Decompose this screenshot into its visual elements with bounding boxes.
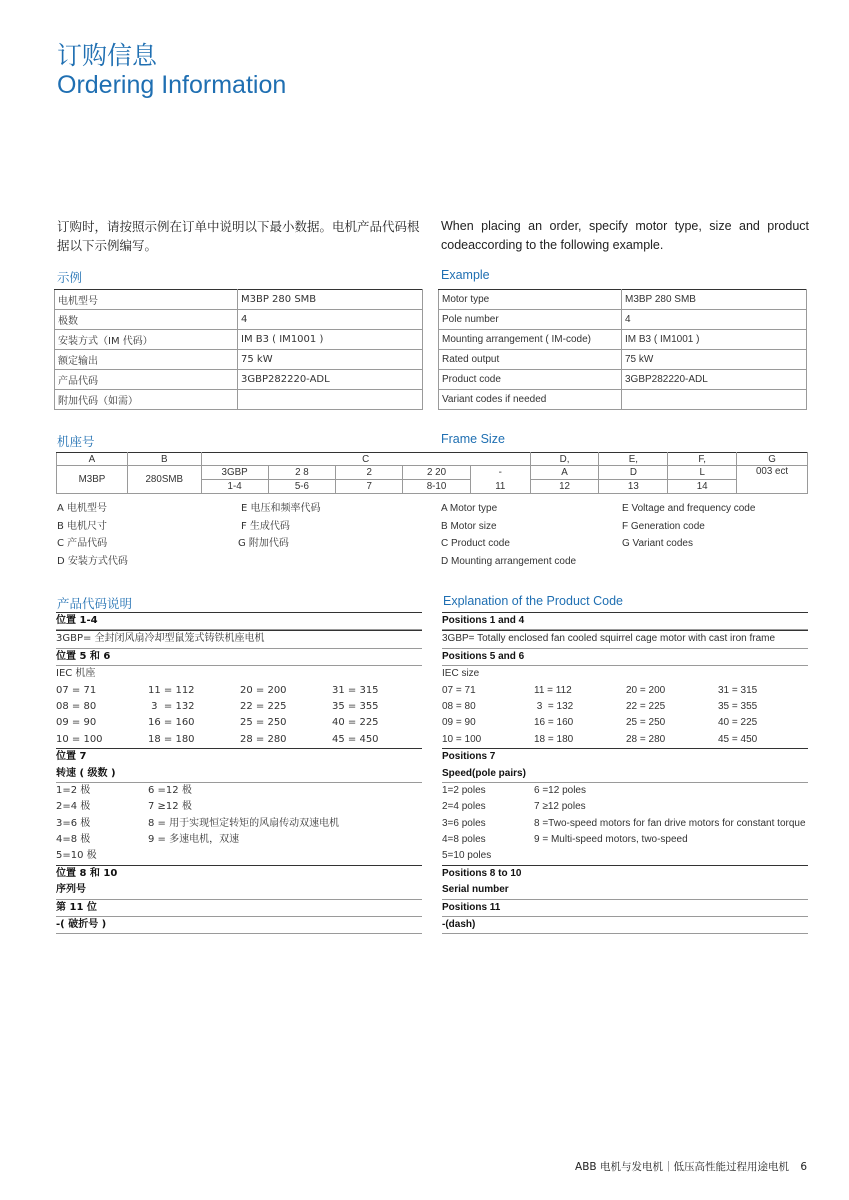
iec-cell: 11 = 112 bbox=[534, 684, 572, 696]
iec-cell: 09 = 90 bbox=[56, 717, 97, 729]
pole-description: 8 =Two-speed motors for fan drive motors for constant torque bbox=[534, 817, 806, 829]
example-value: IM B3 ( IM1001 ) bbox=[622, 330, 807, 350]
iec-row bbox=[56, 683, 422, 699]
example-row bbox=[55, 330, 423, 350]
example-label: 产品代码 bbox=[55, 370, 238, 390]
position-header: 位置 8 和 10 bbox=[56, 865, 422, 882]
frame-header-a: A bbox=[57, 453, 128, 466]
pole-row bbox=[442, 783, 808, 799]
frame-cell: D bbox=[599, 466, 668, 480]
frame-position: 13 bbox=[599, 480, 668, 494]
example-label: 安装方式（IM 代码） bbox=[55, 330, 238, 350]
iec-cell: 08 = 80 bbox=[56, 700, 97, 712]
iec-cell: 10 = 100 bbox=[442, 733, 482, 745]
iec-cell: 22 = 225 bbox=[240, 700, 287, 712]
pole-row bbox=[56, 783, 422, 799]
example-value: 4 bbox=[238, 310, 423, 330]
legend-item: F 生成代码 bbox=[241, 520, 290, 532]
legend-item: B Motor size bbox=[441, 520, 497, 532]
example-row bbox=[439, 350, 807, 370]
pole-row bbox=[442, 848, 808, 864]
example-label: 附加代码（如需） bbox=[55, 390, 238, 410]
pole-row bbox=[442, 832, 808, 848]
example-row bbox=[55, 310, 423, 330]
iec-cell: 09 = 90 bbox=[442, 717, 476, 729]
iec-cell: 11 = 112 bbox=[148, 684, 195, 696]
page-title-cn: 订购信息 bbox=[57, 41, 158, 70]
frame-header-b: B bbox=[127, 453, 201, 466]
example-value bbox=[622, 390, 807, 410]
position-header: Positions 7 bbox=[442, 748, 808, 765]
example-row bbox=[55, 370, 423, 390]
iec-cell: 20 = 200 bbox=[240, 684, 287, 696]
iec-row bbox=[442, 683, 808, 699]
position-header: 位置 5 和 6 bbox=[56, 649, 422, 666]
pole-count: 2=4 poles bbox=[442, 801, 486, 813]
explanation-heading-cn: 产品代码说明 bbox=[57, 596, 133, 611]
example-value bbox=[238, 390, 423, 410]
speed-label: 转速 ( 级数 ) bbox=[56, 766, 422, 783]
example-row bbox=[439, 310, 807, 330]
page-title-en: Ordering Information bbox=[57, 71, 287, 99]
serial-label: Serial number bbox=[442, 882, 808, 899]
intro-text-en: When placing an order, specify motor type, size and product codeaccording to the following example. bbox=[441, 219, 809, 252]
position-description: 3GBP= Totally enclosed fan cooled squirrel cage motor with cast iron frame bbox=[442, 630, 808, 648]
legend-item: A 电机型号 bbox=[57, 503, 108, 514]
example-value: M3BP 280 SMB bbox=[238, 290, 423, 310]
pole-count: 4=8 极 bbox=[56, 834, 91, 846]
iec-label: IEC size bbox=[442, 668, 480, 680]
frame-header-f: F, bbox=[668, 453, 737, 466]
frame-position: 5-6 bbox=[268, 480, 336, 494]
page-number: 6 bbox=[800, 1161, 807, 1173]
example-label: Variant codes if needed bbox=[439, 390, 622, 410]
frame-cell: 2 8 bbox=[268, 466, 336, 480]
example-value: 75 kW bbox=[238, 350, 423, 370]
pole-description: 6 =12 poles bbox=[534, 784, 586, 796]
legend-item: E 电压和频率代码 bbox=[241, 503, 321, 514]
iec-cell: 35 = 355 bbox=[718, 700, 758, 712]
example-value: 4 bbox=[622, 310, 807, 330]
position-header: 第 11 位 bbox=[56, 900, 422, 917]
iec-cell: 31 = 315 bbox=[332, 684, 379, 696]
pole-count: 4=8 poles bbox=[442, 834, 486, 846]
example-table-en bbox=[438, 289, 807, 410]
frame-heading-cn: 机座号 bbox=[57, 434, 95, 449]
iec-cell: 31 = 315 bbox=[718, 684, 758, 696]
serial-label: 序列号 bbox=[56, 882, 422, 899]
iec-cell: 28 = 280 bbox=[240, 733, 287, 745]
frame-heading-en: Frame Size bbox=[441, 432, 505, 446]
pole-row bbox=[442, 799, 808, 815]
iec-cell: 18 = 180 bbox=[148, 733, 195, 745]
iec-cell: 35 = 355 bbox=[332, 700, 379, 712]
legend-item: E Voltage and frequency code bbox=[622, 503, 756, 514]
frame-position: 1-4 bbox=[201, 480, 268, 494]
example-value: IM B3 ( IM1001 ) bbox=[238, 330, 423, 350]
example-row bbox=[439, 390, 807, 410]
iec-cell: 18 = 180 bbox=[534, 733, 574, 745]
pole-row bbox=[442, 816, 808, 832]
speed-label: Speed(pole pairs) bbox=[442, 766, 808, 783]
position-header: 位置 1-4 bbox=[56, 612, 422, 630]
frame-cell: 3GBP bbox=[201, 466, 268, 480]
footer-text: ABB 电机与发电机｜低压高性能过程用途电机 bbox=[575, 1161, 789, 1173]
example-row bbox=[55, 290, 423, 310]
iec-row bbox=[442, 732, 808, 748]
frame-position: 12 bbox=[530, 480, 599, 494]
frame-legend-cn bbox=[57, 500, 427, 571]
dash-label: -(dash) bbox=[442, 917, 808, 934]
example-row bbox=[439, 370, 807, 390]
position-header: 位置 7 bbox=[56, 748, 422, 765]
example-row bbox=[439, 290, 807, 310]
frame-position: 7 bbox=[336, 480, 403, 494]
example-row bbox=[439, 330, 807, 350]
page-footer bbox=[575, 1159, 807, 1174]
example-value: 3GBP282220-ADL bbox=[238, 370, 423, 390]
iec-cell: 16 = 160 bbox=[534, 717, 574, 729]
pole-count: 5=10 poles bbox=[442, 850, 492, 862]
legend-item: B 电机尺寸 bbox=[57, 520, 108, 532]
position-description: 3GBP= 全封闭风扇冷却型鼠笼式铸铁机座电机 bbox=[56, 630, 422, 648]
example-label: Motor type bbox=[439, 290, 622, 310]
pole-description: 7 ≥12 极 bbox=[148, 801, 192, 813]
example-label: 电机型号 bbox=[55, 290, 238, 310]
iec-row bbox=[56, 699, 422, 715]
iec-cell: 10 = 100 bbox=[56, 733, 103, 745]
frame-cell: 2 bbox=[336, 466, 403, 480]
legend-item: C Product code bbox=[441, 538, 510, 550]
frame-cell: 280SMB bbox=[127, 466, 201, 494]
iec-cell: 3 = 132 bbox=[534, 700, 574, 712]
iec-cell: 08 = 80 bbox=[442, 700, 476, 712]
position-header: Positions 8 to 10 bbox=[442, 865, 808, 882]
example-label: Product code bbox=[439, 370, 622, 390]
legend-item: G Variant codes bbox=[622, 538, 693, 550]
pole-count: 3=6 极 bbox=[56, 817, 91, 829]
iec-row bbox=[442, 715, 808, 731]
frame-cell: M3BP bbox=[57, 466, 128, 494]
legend-item: F Generation code bbox=[622, 520, 705, 532]
iec-cell: 16 = 160 bbox=[148, 717, 195, 729]
example-table-cn bbox=[54, 289, 423, 410]
iec-cell: 25 = 250 bbox=[626, 717, 666, 729]
frame-cell: - bbox=[470, 466, 530, 480]
iec-cell: 3 = 132 bbox=[148, 700, 195, 712]
frame-size-table bbox=[56, 452, 808, 494]
example-heading-en: Example bbox=[441, 268, 490, 282]
iec-cell: 22 = 225 bbox=[626, 700, 666, 712]
pole-count: 5=10 极 bbox=[56, 850, 97, 862]
explanation-heading-en: Explanation of the Product Code bbox=[443, 594, 623, 608]
pole-count: 1=2 poles bbox=[442, 784, 486, 796]
frame-header-c: C bbox=[201, 453, 530, 466]
frame-cell: 003 ect bbox=[737, 466, 808, 494]
example-value: 3GBP282220-ADL bbox=[622, 370, 807, 390]
frame-header-d: D, bbox=[530, 453, 599, 466]
example-row bbox=[55, 350, 423, 370]
legend-item: A Motor type bbox=[441, 503, 498, 514]
pole-count: 1=2 极 bbox=[56, 784, 91, 796]
frame-position: 11 bbox=[470, 480, 530, 494]
example-value: M3BP 280 SMB bbox=[622, 290, 807, 310]
iec-label: IEC 机座 bbox=[56, 668, 96, 680]
iec-cell: 45 = 450 bbox=[718, 733, 758, 745]
pole-description: 9 = 多速电机，双速 bbox=[148, 834, 240, 846]
explanation-list-cn bbox=[56, 612, 422, 934]
frame-legend-en bbox=[441, 500, 811, 571]
frame-header-e: E, bbox=[599, 453, 668, 466]
dash-label: -( 破折号 ) bbox=[56, 917, 422, 934]
pole-description: 6 =12 极 bbox=[148, 784, 192, 796]
explanation-list-en bbox=[442, 612, 808, 934]
example-label: 额定输出 bbox=[55, 350, 238, 370]
frame-cell: L bbox=[668, 466, 737, 480]
iec-cell: 25 = 250 bbox=[240, 717, 287, 729]
intro-text-cn: 订购时，请按照示例在订单中说明以下最小数据。电机产品代码根据以下示例编写。 bbox=[57, 219, 420, 253]
iec-row bbox=[56, 732, 422, 748]
pole-description: 9 = Multi-speed motors, two-speed bbox=[534, 834, 688, 846]
iec-row bbox=[56, 715, 422, 731]
pole-row bbox=[56, 816, 422, 832]
frame-cell: 2 20 bbox=[403, 466, 471, 480]
frame-position: 14 bbox=[668, 480, 737, 494]
position-header: Positions 11 bbox=[442, 900, 808, 917]
example-row bbox=[55, 390, 423, 410]
position-header: Positions 1 and 4 bbox=[442, 612, 808, 630]
iec-cell: 07 = 71 bbox=[56, 684, 97, 696]
frame-cell: A bbox=[530, 466, 599, 480]
legend-item: D 安装方式代码 bbox=[57, 556, 128, 568]
iec-cell: 40 = 225 bbox=[718, 717, 758, 729]
frame-header-g: G bbox=[737, 453, 808, 466]
example-label: 极数 bbox=[55, 310, 238, 330]
pole-description: 7 ≥12 poles bbox=[534, 801, 586, 813]
pole-row bbox=[56, 848, 422, 864]
pole-row bbox=[56, 832, 422, 848]
pole-count: 2=4 极 bbox=[56, 801, 91, 813]
example-value: 75 kW bbox=[622, 350, 807, 370]
iec-cell: 07 = 71 bbox=[442, 684, 476, 696]
example-label: Rated output bbox=[439, 350, 622, 370]
legend-item: C 产品代码 bbox=[57, 538, 108, 550]
pole-description: 8 = 用于实现恒定转矩的风扇传动双速电机 bbox=[148, 817, 340, 829]
iec-cell: 45 = 450 bbox=[332, 733, 379, 745]
iec-cell: 40 = 225 bbox=[332, 717, 379, 729]
iec-cell: 28 = 280 bbox=[626, 733, 666, 745]
example-label: Pole number bbox=[439, 310, 622, 330]
iec-cell: 20 = 200 bbox=[626, 684, 666, 696]
legend-item: D Mounting arrangement code bbox=[441, 556, 577, 568]
iec-row bbox=[442, 699, 808, 715]
example-heading-cn: 示例 bbox=[57, 270, 83, 285]
pole-row bbox=[56, 799, 422, 815]
position-header: Positions 5 and 6 bbox=[442, 649, 808, 666]
legend-item: G 附加代码 bbox=[238, 538, 289, 550]
example-label: Mounting arrangement ( IM-code) bbox=[439, 330, 622, 350]
frame-position: 8-10 bbox=[403, 480, 471, 494]
pole-count: 3=6 poles bbox=[442, 817, 486, 829]
